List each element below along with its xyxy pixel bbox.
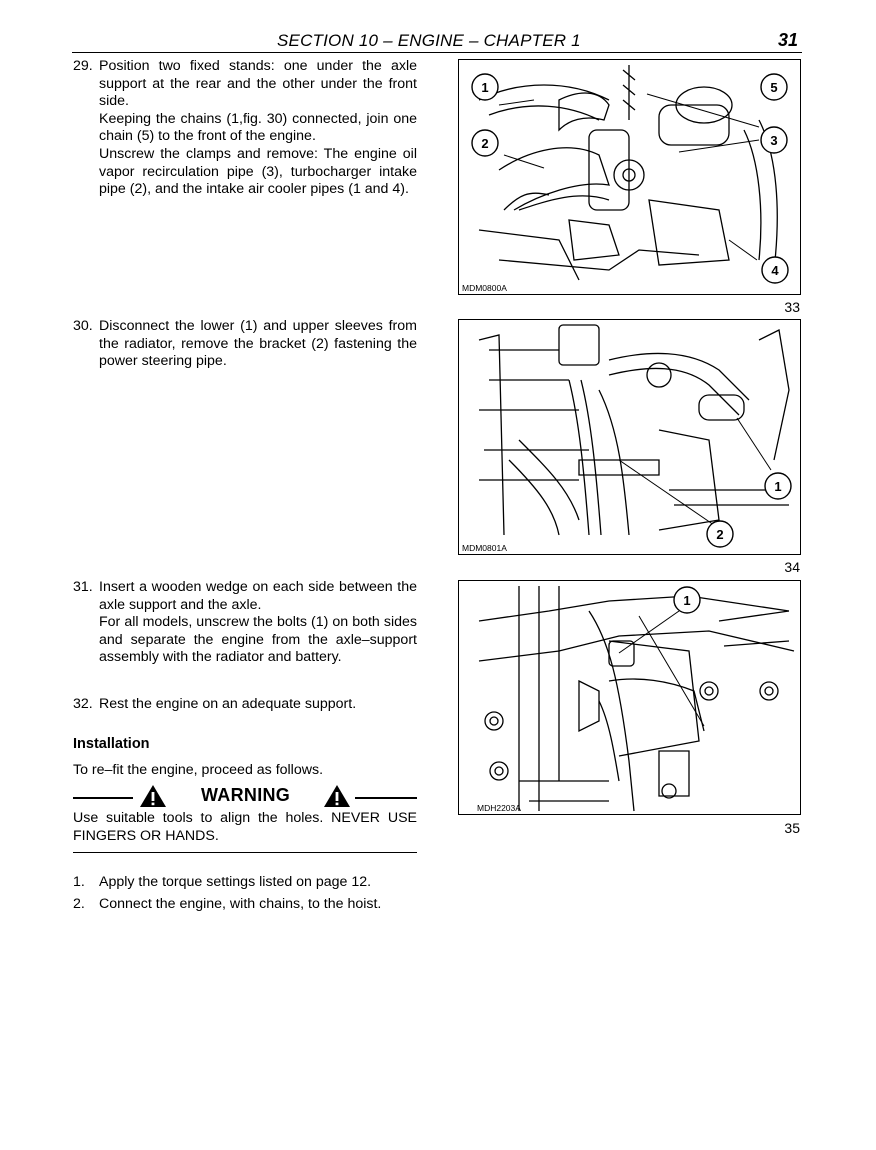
step-paragraph: Rest the engine on an adequate support. (99, 696, 357, 712)
step-paragraph: Insert a wooden wedge on each side between the axle support and the axle. (99, 579, 417, 613)
figure-number: 34 (784, 559, 800, 575)
step-paragraph: Keeping the chains (1,fig. 30) connected, join one chain (5) to the front of the engine. (99, 110, 417, 145)
step-number: 32. (73, 696, 93, 712)
step-32 (73, 696, 417, 714)
figure-number: 33 (784, 299, 800, 315)
warning-icon (139, 784, 167, 808)
figure-35 (458, 580, 801, 815)
warning-label: WARNING (201, 785, 291, 805)
figure-34 (458, 319, 801, 555)
divider (355, 797, 417, 799)
page-header (72, 28, 802, 53)
divider (73, 797, 133, 799)
figure-number: 35 (784, 820, 800, 836)
list-text: Apply the torque settings listed on page 12. (99, 874, 372, 890)
callout-1 (765, 473, 791, 499)
svg-text:1: 1 (774, 479, 782, 494)
callout-layer (459, 581, 800, 814)
svg-text:5: 5 (770, 80, 778, 95)
callout-1 (674, 587, 700, 613)
callout-layer (459, 60, 800, 294)
callout-2 (707, 521, 733, 547)
step-29 (73, 58, 417, 199)
svg-text:1: 1 (481, 80, 489, 95)
callout-2 (472, 130, 498, 156)
svg-text:2: 2 (716, 527, 724, 542)
step-paragraph: Position two fixed stands: one under the axle support at the rear and the other under the front side. (99, 58, 417, 110)
callout-5 (761, 74, 787, 100)
figure-33 (458, 59, 801, 295)
figure-code: MDM0800A (462, 283, 507, 293)
figure-code: MDH2203A (477, 803, 521, 813)
step-number: 31. (73, 579, 93, 595)
installation-intro: To re–fit the engine, proceed as follows. (73, 762, 324, 778)
callout-layer (459, 320, 800, 554)
warning-icon (323, 784, 351, 808)
step-paragraph: Unscrew the clamps and remove: The engine oil vapor recirculation pipe (3), turbocharger intake pipe (2), and the intake air cooler pipes (1 and 4). (99, 145, 417, 198)
installation-heading: Installation (73, 736, 150, 752)
list-text: Connect the engine, with chains, to the hoist. (99, 896, 382, 912)
page-number: 31 (777, 30, 798, 50)
step-number: 30. (73, 318, 93, 334)
list-number: 1. (73, 874, 85, 890)
svg-text:1: 1 (683, 593, 691, 608)
svg-text:3: 3 (770, 133, 778, 148)
step-number: 29. (73, 58, 93, 74)
section-title: SECTION 10 – ENGINE – CHAPTER 1 (277, 31, 581, 50)
callout-3 (761, 127, 787, 153)
figure-code: MDM0801A (462, 543, 507, 553)
step-31 (73, 579, 417, 667)
svg-text:2: 2 (481, 136, 489, 151)
step-paragraph: Disconnect the lower (1) and upper sleeves from the radiator, remove the bracket (2) fastening the power steering pipe. (99, 318, 417, 370)
callout-4 (762, 257, 788, 283)
svg-text:4: 4 (771, 263, 779, 278)
callout-1 (472, 74, 498, 100)
warning-text: Use suitable tools to align the holes. NEVER USE FINGERS OR HANDS. (73, 810, 417, 853)
step-30 (73, 318, 417, 371)
list-number: 2. (73, 896, 85, 912)
step-paragraph: For all models, unscrew the bolts (1) on both sides and separate the engine from the axle–support assembly with the radiator and battery. (99, 614, 417, 666)
warning-banner (73, 784, 417, 806)
